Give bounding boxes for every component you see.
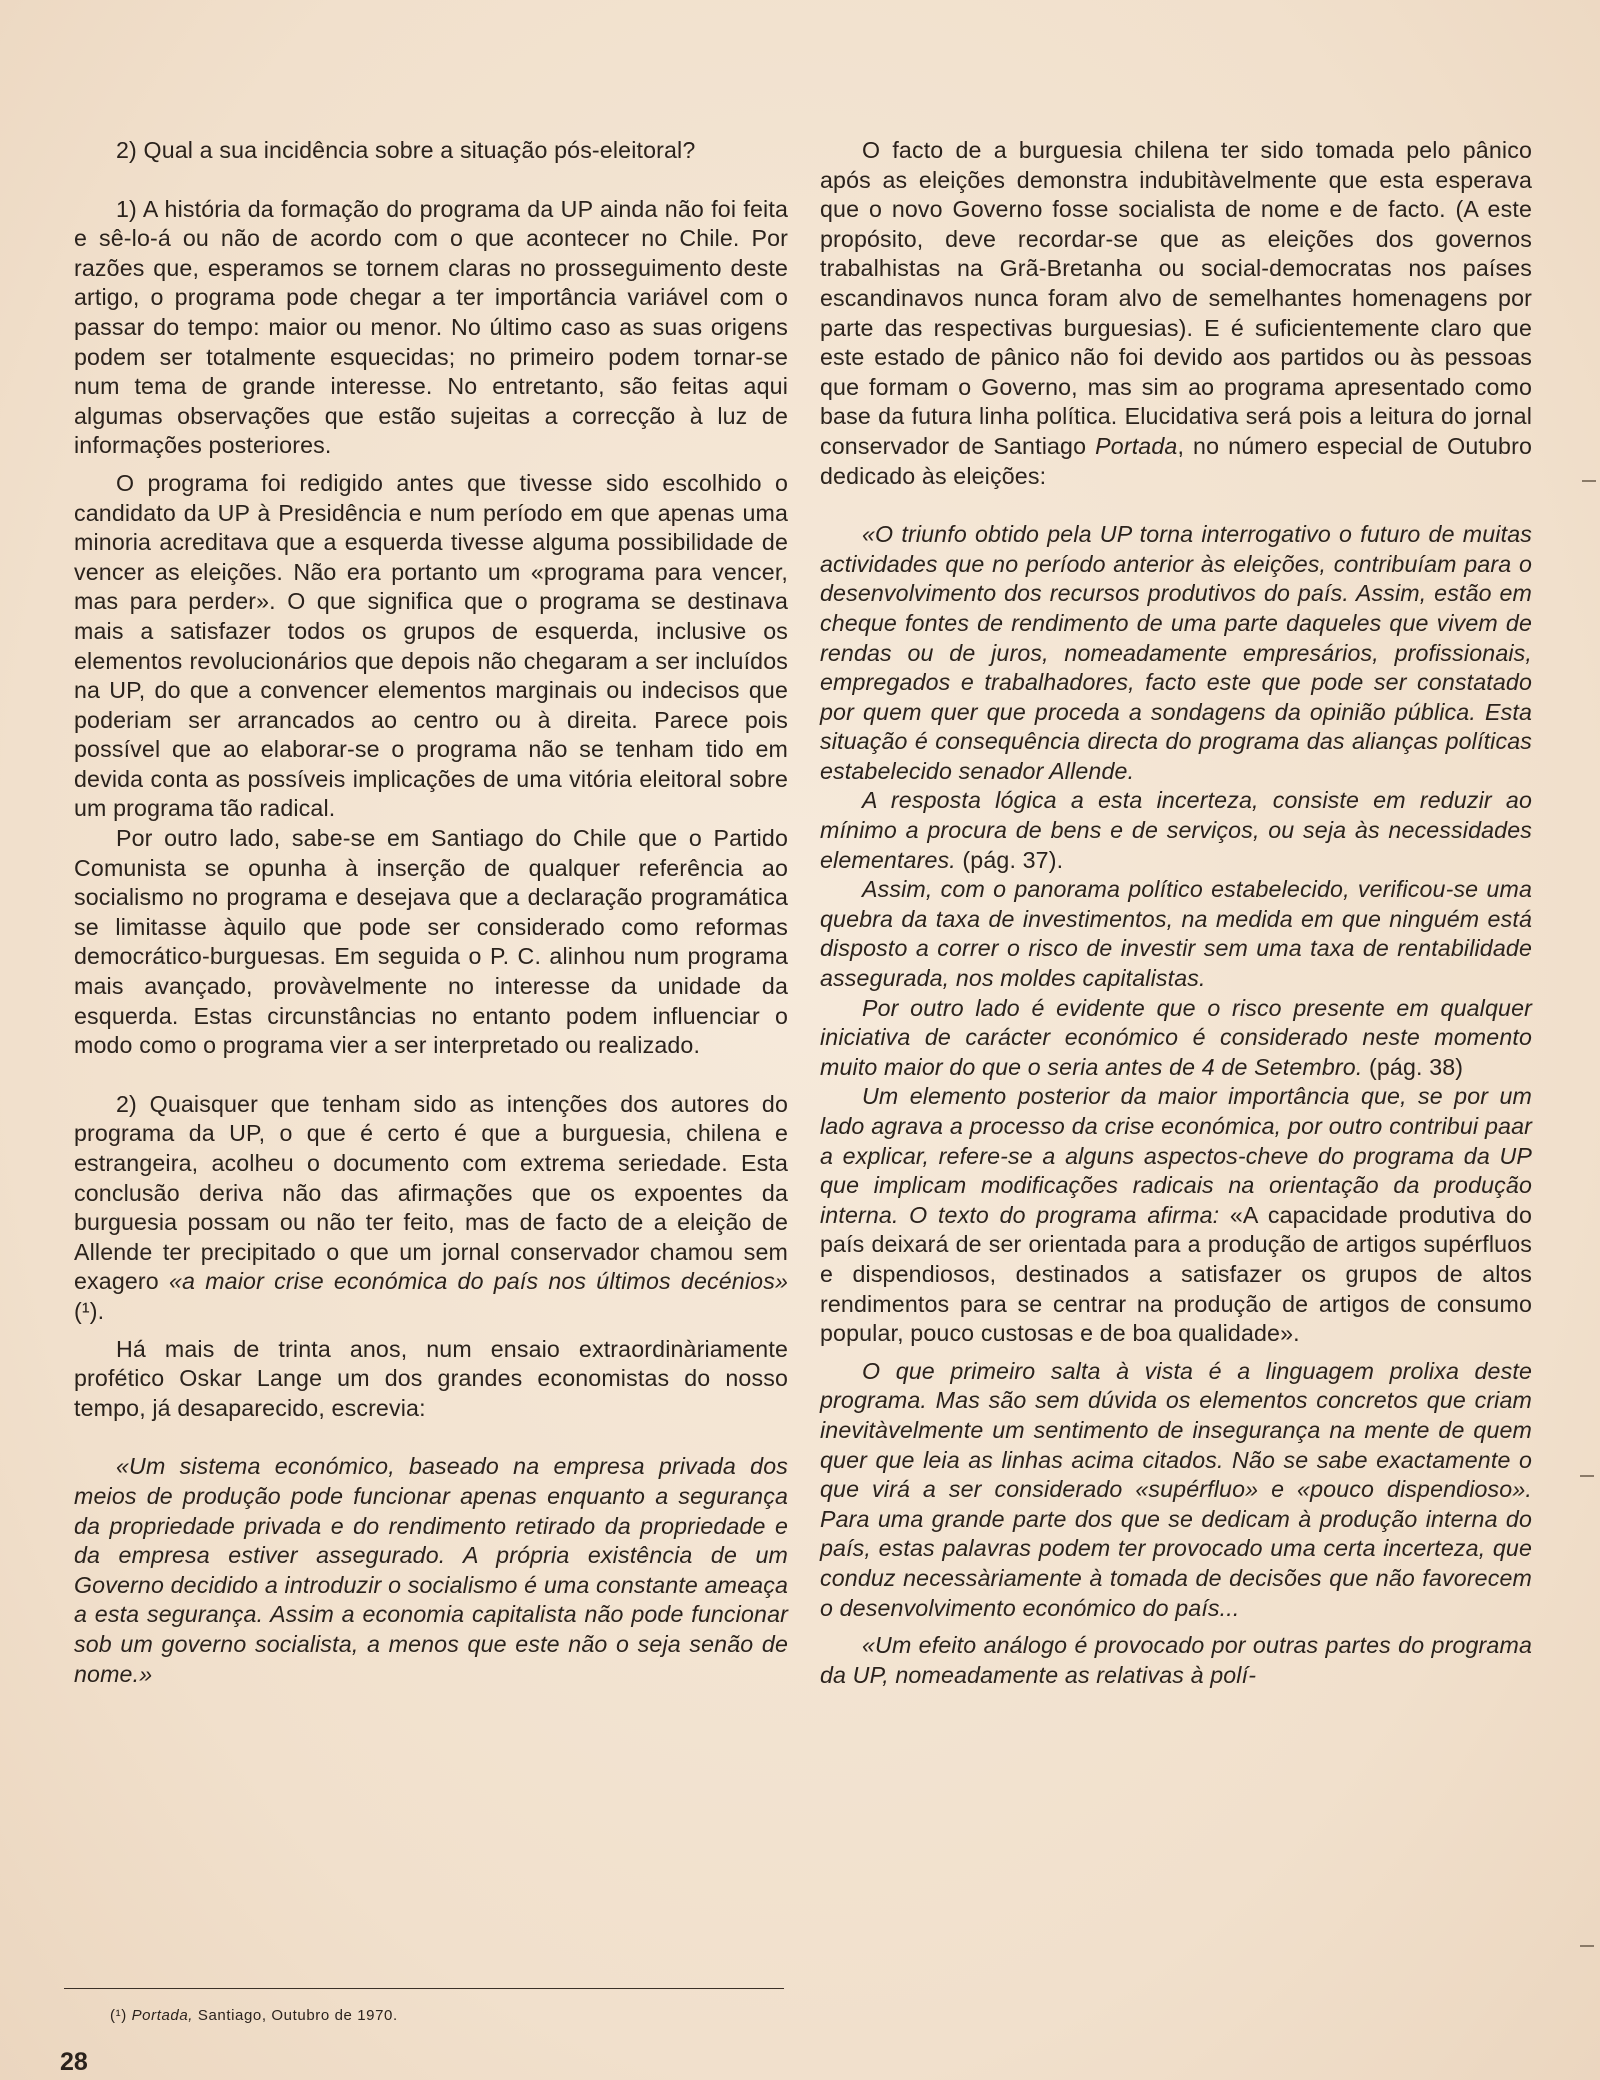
page-number: 28 xyxy=(60,2048,88,2076)
right-column xyxy=(820,136,1532,1690)
paragraph: 1) A história da formação do programa da UP ainda não foi feita e sê-lo-á ou não de acordo com o que acontecer no Chile. Por razões que, esperamos se tornem claras no prosseguimento deste artigo, o programa pode chegar a ter importância variável com o passar do tempo: maior ou menor. No último caso as suas origens podem ser totalmente esquecidas; no primeiro podem tornar-se num tema de grande interesse. No entretanto, são feitas aqui algumas observações que estão sujeitas a correcção à luz de informações posteriores. xyxy=(74,195,788,459)
footnote-marker: (¹) xyxy=(110,2007,132,2024)
text-run: «A capacidade produtiva do país deixará de ser orientada para a produção de artigos supérfluos e dispendiosos, destinados a satisfazer os grupos de altos rendimentos para se centrar na produção de artigos de consumo popular, pouco custosas e de boa qualidade». xyxy=(820,1201,1532,1347)
paragraph: O programa foi redigido antes que tivesse sido escolhido o candidato da UP à Presidência e num período em que apenas uma minoria acreditava que a esquerda tivesse alguma possibilidade de vencer as eleições. Não era portanto um «programa para vencer, mas para perder». O que significa que o programa se destinava mais a satisfazer todos os grupos de esquerda, inclusive os elementos revolucionários que depois não chegaram a ser incluídos na UP, do que a convencer elementos marginais ou indecisos que poderiam ser arrancados ao centro ou à direita. Parece pois possível que ao elaborar-se o programa não se tenham tido em devida conta as possíveis implicações de uma vitória eleitoral sobre um programa tão radical. xyxy=(74,469,788,822)
text-run: (pág. 37). xyxy=(955,846,1064,873)
footnote xyxy=(110,2006,398,2026)
quotation: «Um sistema económico, baseado na empresa privada dos meios de produção pode funcionar apenas enquanto a segurança da propriedade privada e do rendimento retirado da propriedade e da empresa estiver assegurado. A própria existência de um Governo decidido a introduzir o socialismo é uma constante ameaça a esta segurança. Assim a economia capitalista não pode funcionar sob um governo socialista, a menos que este não o seja senão de nome.» xyxy=(74,1453,788,1687)
paragraph xyxy=(820,136,1532,491)
paragraph: Por outro lado, sabe-se em Santiago do Chile que o Partido Comunista se opunha à inserção de qualquer referência ao socialismo no programa e desejava que a declaração programática se limitasse àquilo que pode ser considerado como reformas democrático-burguesas. Em seguida o P. C. alinhou num programa mais avançado, provàvelmente no interesse da unidade da esquerda. Estas circunstâncias no entanto podem influenciar o modo como o programa vier a ser interpretado ou realizado. xyxy=(74,825,788,1059)
text-run: «a maior crise económica do país nos últimos decénios» xyxy=(168,1268,788,1295)
quotation xyxy=(820,1082,1532,1348)
text-run: O facto de a burguesia chilena ter sido tomada pelo pânico após as eleições demonstra indubitàvelmente que esta esperava que o novo Governo fosse socialista de nome e de facto. (A este propósito, deve recordar-se que as eleições dos governos trabalhistas na Grã-Bretanha ou social-democratas nos países escandinavos nunca foram alvo de semelhantes homenagens por parte das respectivas burguesias). E é suficientemente claro que este estado de pânico não foi devido aos partidos ou às pessoas que formam o Governo, mas sim ao programa apresentado como base da futura linha política. Elucidativa será pois a leitura do jornal conservador de Santiago xyxy=(820,137,1532,459)
paragraph: 2) Qual a sua incidência sobre a situação pós-eleitoral? xyxy=(116,137,696,163)
footnote-text: Santiago, Outubro de 1970. xyxy=(193,2007,398,2024)
left-column xyxy=(74,136,788,1689)
paragraph xyxy=(74,1090,788,1327)
margin-mark xyxy=(1580,1945,1594,1947)
paragraph: Há mais de trinta anos, num ensaio extraordinàriamente profético Oskar Lange um dos grandes economistas do nosso tempo, já desaparecido, escrevia: xyxy=(74,1335,788,1421)
text-run: Um elemento posterior da maior importância que, se por um lado agrava a processo da crise económica, por outro contribui paar a explicar, refere-se a alguns aspectos-cheve do programa da UP que implicam modificações radicais na orientação da produção interna. O texto do programa afirma: xyxy=(820,1083,1532,1228)
quotation: «O triunfo obtido pela UP torna interrogativo o futuro de muitas actividades que no período anterior às eleições, contribuíam para o desenvolvimento dos recursos produtivos do país. Assim, estão em cheque fontes de rendimento de uma parte daqueles que vivem de rendas ou de juros, nomeadamente empresários, profissionais, empregados e trabalhadores, facto este que pode ser constatado por quem quer que proceda a sondagens da opinião pública. Esta situação é consequência directa do programa das alianças políticas estabelecido senador Allende. xyxy=(820,521,1532,784)
text-run: Por outro lado é evidente que o risco presente em qualquer iniciativa de carácter económico é considerado neste momento muito maior do que o seria antes de 4 de Setembro. xyxy=(820,994,1532,1080)
margin-mark xyxy=(1580,1475,1594,1477)
text-run: Portada xyxy=(1095,432,1178,459)
quotation xyxy=(820,994,1532,1083)
quotation xyxy=(820,786,1532,875)
text-run: , no número especial de Outubro dedicado às eleições: xyxy=(820,432,1532,489)
margin-mark xyxy=(1582,480,1596,482)
text-run: (¹). xyxy=(74,1297,105,1324)
text-run: A resposta lógica a esta incerteza, consiste em reduzir ao mínimo a procura de bens e de serviços, ou seja às necessidades elementares. xyxy=(820,787,1532,873)
footnote-source: Portada, xyxy=(131,2007,194,2024)
footnote-divider xyxy=(64,1988,784,1989)
text-run: (pág. 38) xyxy=(1362,1053,1464,1080)
text-run: 2) Quaisquer que tenham sido as intenções dos autores do programa da UP, o que é certo é que a burguesia, chilena e estrangeira, acolheu o documento com extrema seriedade. Esta conclusão deriva não das afirmações que os expoentes da burguesia possam ou não ter feito, mas de facto de a eleição de Allende ter precipitado o que um jornal conservador chamou sem exagero xyxy=(74,1090,788,1295)
quotation: Assim, com o panorama político estabelecido, verificou-se uma quebra da taxa de investimentos, na medida em que ninguém está disposto a correr o risco de investir sem uma taxa de rentabilidade assegurada, nos moldes capitalistas. xyxy=(820,876,1532,992)
quotation: «Um efeito análogo é provocado por outras partes do programa da UP, nomeadamente as relativas à polí- xyxy=(820,1632,1532,1688)
quotation: O que primeiro salta à vista é a linguagem prolixa deste programa. Mas são sem dúvida os elementos concretos que criam inevitàvelmente um sentimento de insegurança na mente de quem quer que leia as linhas acima citados. Não se sabe exactamente o que virá a ser considerado «supérfluo» e «pouco dispendioso». Para uma grande parte dos que se dedicam à produção interna do país, estas palavras podem ter provocado uma certa incerteza, que conduz necessàriamente à tomada de decisões que não favorecem o desenvolvimento económico do país... xyxy=(820,1357,1532,1621)
